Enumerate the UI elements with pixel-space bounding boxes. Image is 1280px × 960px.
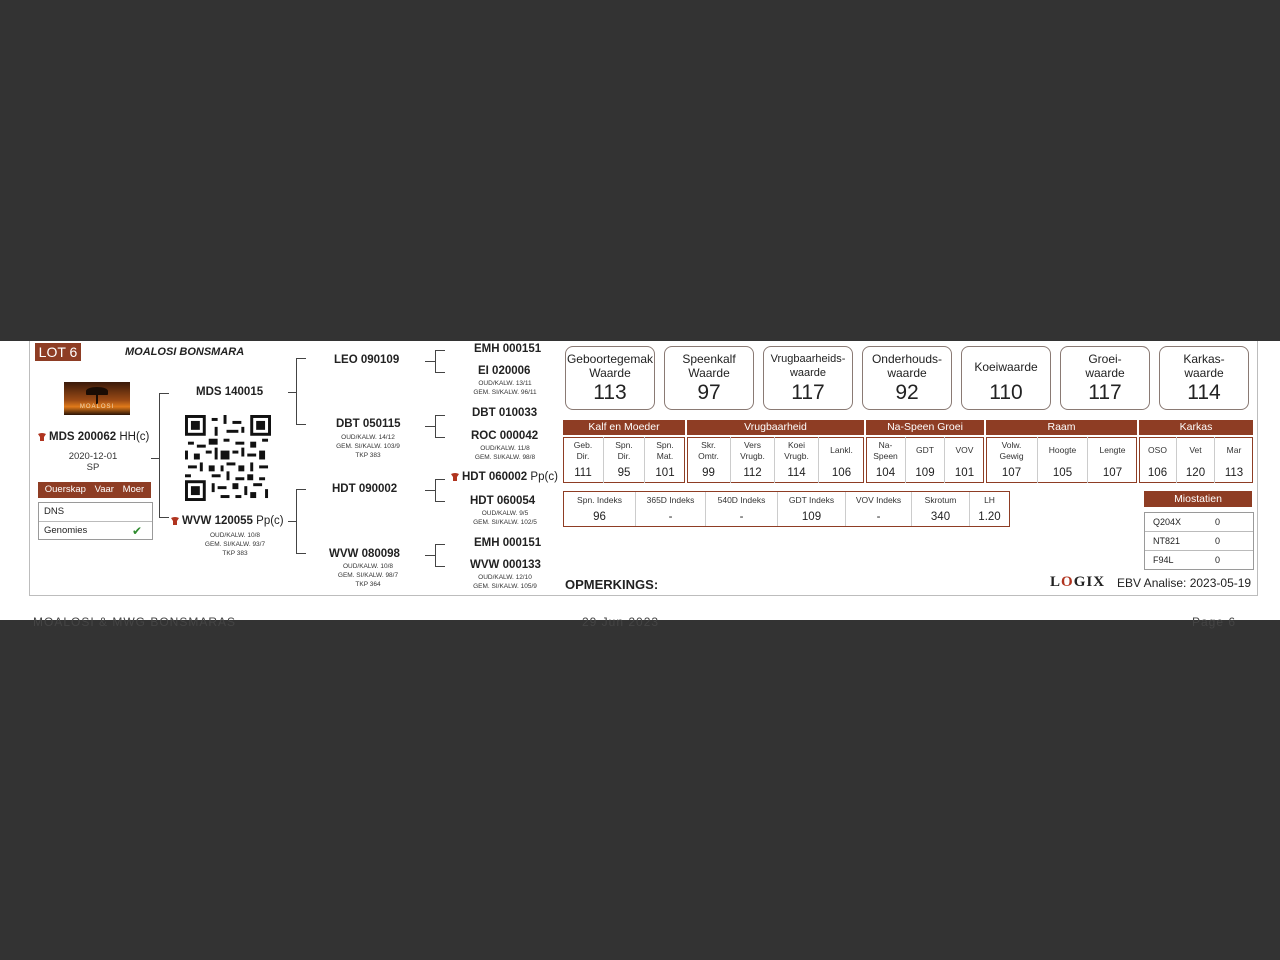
trait-cell: Lankl. 106 xyxy=(830,445,853,479)
ggp-3: DBT 010033 xyxy=(472,407,538,419)
trait-cell: OSO 106 xyxy=(1139,437,1177,483)
dam-id: WVW 120055 Pp(c) xyxy=(170,515,284,527)
remarks-label: OPMERKINGS: xyxy=(565,577,659,592)
breeder-name: MOALOSI BONSMARA xyxy=(125,346,245,358)
gp-sire-dam: DBT 050115 xyxy=(336,418,401,430)
ownership-box xyxy=(38,502,153,540)
birth-date: 2020-12-01 xyxy=(68,451,118,462)
ggp-6: HDT 060054 xyxy=(470,495,536,507)
group-karkas: Karkas xyxy=(1139,420,1253,435)
cow-head-icon xyxy=(37,432,47,442)
ggp-5: HDT 060002 Pp(c) xyxy=(450,471,558,483)
miostatien-row: Q204X 0 xyxy=(1153,517,1221,527)
trait-cell: Volw. Gewig 107 xyxy=(986,437,1038,483)
value-card-5: Koeiwaarde 110 xyxy=(961,346,1051,410)
trait-cell: Lengte 107 xyxy=(1099,445,1126,479)
qr-code xyxy=(185,415,271,501)
trait-cell: Vet 120 xyxy=(1177,437,1215,483)
ownership-genomies: Genomies ✔ xyxy=(39,521,152,540)
gp-sire-sire: LEO 090109 xyxy=(334,354,400,366)
trait-cell: VOV 101 xyxy=(954,445,975,479)
gp-dam-dam: WVW 080098 xyxy=(329,548,400,560)
page-footer xyxy=(0,613,1280,629)
lot-badge: LOT 6 xyxy=(35,343,81,361)
value-card-7: Karkas- waarde 114 xyxy=(1159,346,1249,410)
index-cell: 540D Indeks - xyxy=(706,492,778,526)
dam-details: OUD/KALW. 10/8 GEM. SI/KALW. 93/7 TKP 383 xyxy=(204,532,266,557)
check-icon: ✔ xyxy=(131,524,142,538)
group-kalf-en-moeder: Kalf en Moeder xyxy=(563,420,685,435)
logix-logo: LOGIX xyxy=(1050,574,1106,590)
ebv-analysis-date: EBV Analise: 2023-05-19 xyxy=(1117,576,1252,590)
index-cell: Skrotum 340 xyxy=(912,492,970,526)
index-cell: GDT Indeks 109 xyxy=(778,492,846,526)
cow-head-icon xyxy=(450,472,460,482)
cow-head-icon xyxy=(170,516,180,526)
sire-id: MDS 140015 xyxy=(196,386,264,398)
ggp-8: WVW 000133 xyxy=(470,559,541,571)
group-raam: Raam xyxy=(986,420,1137,435)
gp-sire-dam-details: OUD/KALW. 14/12 GEM. SI/KALW. 103/9 TKP 383 xyxy=(336,434,400,459)
miostatien-table xyxy=(1144,512,1254,570)
ggp-8-details: OUD/KALW. 12/10 GEM. SI/KALW. 105/9 xyxy=(473,574,537,590)
index-cell: VOV Indeks - xyxy=(846,492,912,526)
trait-cell: Koei Vrugb. 114 xyxy=(775,437,819,483)
value-card-4: Onderhouds- waarde 92 xyxy=(862,346,952,410)
animal-id: MDS 200062 HH(c) xyxy=(37,431,149,443)
gp-dam-dam-details: OUD/KALW. 10/8 GEM. SI/KALW. 98/7 TKP 364 xyxy=(337,563,399,588)
trait-cell: Na- Speen 104 xyxy=(866,437,906,483)
trait-cell: GDT 109 xyxy=(906,437,945,483)
footer-date: 29 Jun 2023 xyxy=(582,615,660,629)
group-vrugbaarheid: Vrugbaarheid xyxy=(687,420,864,435)
ownership-dns: DNS xyxy=(44,506,65,517)
value-card-3: Vrugbaarheids- waarde 117 xyxy=(763,346,853,410)
miostatien-row: NT821 0 xyxy=(1145,531,1253,550)
value-card-1: Geboortegemak Waarde 113 xyxy=(565,346,655,410)
index-cell: 365D Indeks - xyxy=(636,492,706,526)
trait-table xyxy=(563,437,1253,483)
footer-page: Page 6 xyxy=(1192,615,1237,629)
trait-cell: Mar 113 xyxy=(1224,445,1244,479)
logo-word: MOALOSI xyxy=(79,404,115,410)
ggp-2: EI 020006 xyxy=(478,365,531,377)
group-na-speen-groei: Na-Speen Groei xyxy=(866,420,984,435)
catalogue-strip xyxy=(0,341,1280,629)
gp-dam-sire: HDT 090002 xyxy=(332,483,398,495)
ownership-header: Ouerskap Vaar Moer xyxy=(38,482,151,498)
trait-cell: Spn. Mat. 101 xyxy=(655,440,675,479)
value-card-2: Speenkalf Waarde 97 xyxy=(664,346,754,410)
animal-code: SP xyxy=(86,462,100,473)
ggp-4-details: OUD/KALW. 11/8 GEM. SI/KALW. 98/8 xyxy=(474,445,536,461)
ggp-7: EMH 000151 xyxy=(474,537,542,549)
index-cell: Spn. Indeks 96 xyxy=(564,492,636,526)
ggp-6-details: OUD/KALW. 9/5 GEM. SI/KALW. 102/5 xyxy=(473,510,537,526)
ggp-2-details: OUD/KALW. 13/11 GEM. SI/KALW. 96/11 xyxy=(473,380,537,396)
miostatien-header: Miostatien xyxy=(1144,491,1252,507)
lot-card xyxy=(29,341,1258,596)
footer-left: MOALOSI & MWG BONSMARAS xyxy=(33,615,237,629)
index-table xyxy=(563,491,1010,527)
trait-cell: Vers Vrugb. 112 xyxy=(731,437,775,483)
breeder-logo xyxy=(64,382,130,415)
index-cell: LH 1.20 xyxy=(978,495,1001,523)
ggp-1: EMH 000151 xyxy=(474,343,542,355)
value-card-6: Groei- waarde 117 xyxy=(1060,346,1150,410)
trait-cell: Spn. Dir. 95 xyxy=(604,437,645,483)
trait-cell: Skr. Omtr. 99 xyxy=(687,437,731,483)
trait-cell: Geb. Dir. 111 xyxy=(563,437,604,483)
ggp-4: ROC 000042 xyxy=(471,430,539,442)
miostatien-row: F94L 0 xyxy=(1145,550,1253,569)
trait-cell: Hoogte 105 xyxy=(1038,437,1088,483)
